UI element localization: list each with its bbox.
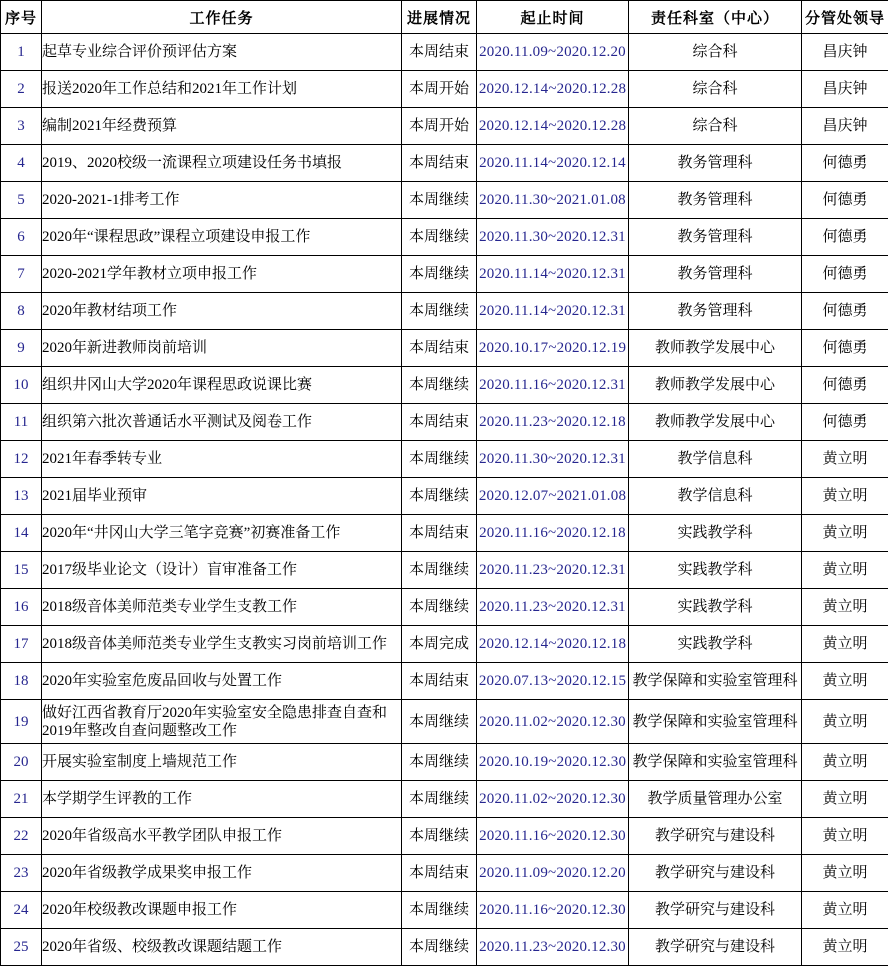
cell-status: 本周继续: [402, 781, 477, 818]
cell-department: 教师教学发展中心: [629, 330, 802, 367]
cell-period: 2020.11.30~2020.12.31: [477, 441, 629, 478]
table-row: [1, 929, 888, 966]
cell-task: 2020年省级高水平教学团队申报工作: [42, 818, 402, 855]
cell-status: 本周继续: [402, 219, 477, 256]
cell-no: 4: [1, 145, 42, 182]
cell-leader: 何德勇: [802, 182, 888, 219]
cell-task: 编制2021年经费预算: [42, 108, 402, 145]
cell-period: 2020.11.16~2020.12.18: [477, 515, 629, 552]
cell-status: 本周完成: [402, 626, 477, 663]
cell-status: 本周结束: [402, 663, 477, 700]
cell-leader: 何德勇: [802, 330, 888, 367]
cell-period: 2020.12.07~2021.01.08: [477, 478, 629, 515]
cell-status: 本周继续: [402, 744, 477, 781]
cell-period: 2020.11.16~2020.12.30: [477, 892, 629, 929]
table-row: [1, 182, 888, 219]
cell-no: 15: [1, 552, 42, 589]
cell-department: 实践教学科: [629, 515, 802, 552]
table-row: [1, 855, 888, 892]
cell-period: 2020.10.19~2020.12.30: [477, 744, 629, 781]
cell-no: 21: [1, 781, 42, 818]
cell-period: 2020.11.23~2020.12.31: [477, 589, 629, 626]
cell-period: 2020.11.16~2020.12.31: [477, 367, 629, 404]
cell-no: 20: [1, 744, 42, 781]
cell-status: 本周结束: [402, 855, 477, 892]
cell-department: 教学保障和实验室管理科: [629, 700, 802, 744]
table-row: [1, 330, 888, 367]
cell-no: 5: [1, 182, 42, 219]
cell-task: 2020年教材结项工作: [42, 293, 402, 330]
cell-leader: 何德勇: [802, 367, 888, 404]
cell-leader: 黄立明: [802, 478, 888, 515]
cell-task: 做好江西省教育厅2020年实验室安全隐患排查自查和2019年整改自查问题整改工作: [42, 700, 402, 744]
cell-no: 18: [1, 663, 42, 700]
cell-department: 综合科: [629, 108, 802, 145]
cell-status: 本周继续: [402, 256, 477, 293]
cell-status: 本周继续: [402, 478, 477, 515]
cell-no: 1: [1, 34, 42, 71]
cell-status: 本周继续: [402, 929, 477, 966]
cell-no: 13: [1, 478, 42, 515]
cell-period: 2020.12.14~2020.12.28: [477, 108, 629, 145]
cell-department: 教务管理科: [629, 256, 802, 293]
cell-department: 教务管理科: [629, 293, 802, 330]
cell-department: 教务管理科: [629, 182, 802, 219]
cell-leader: 昌庆钟: [802, 34, 888, 71]
cell-task: 开展实验室制度上墙规范工作: [42, 744, 402, 781]
cell-department: 教学保障和实验室管理科: [629, 663, 802, 700]
cell-task: 2020年实验室危废品回收与处置工作: [42, 663, 402, 700]
cell-status: 本周继续: [402, 589, 477, 626]
cell-task: 2020-2021-1排考工作: [42, 182, 402, 219]
cell-period: 2020.11.30~2021.01.08: [477, 182, 629, 219]
cell-no: 9: [1, 330, 42, 367]
column-header-task: 工作任务: [42, 1, 402, 34]
cell-task: 2018级音体美师范类专业学生支教实习岗前培训工作: [42, 626, 402, 663]
cell-status: 本周结束: [402, 515, 477, 552]
cell-no: 3: [1, 108, 42, 145]
cell-period: 2020.07.13~2020.12.15: [477, 663, 629, 700]
cell-leader: 黄立明: [802, 929, 888, 966]
table-row: [1, 552, 888, 589]
cell-department: 教学质量管理办公室: [629, 781, 802, 818]
cell-task: 2020年校级教改课题申报工作: [42, 892, 402, 929]
cell-leader: 黄立明: [802, 781, 888, 818]
table-row: [1, 781, 888, 818]
cell-task: 本学期学生评教的工作: [42, 781, 402, 818]
cell-status: 本周继续: [402, 367, 477, 404]
cell-period: 2020.11.02~2020.12.30: [477, 700, 629, 744]
column-header-no: 序号: [1, 1, 42, 34]
cell-department: 教学研究与建设科: [629, 818, 802, 855]
cell-no: 10: [1, 367, 42, 404]
table-row: [1, 626, 888, 663]
cell-department: 教务管理科: [629, 145, 802, 182]
header-row: [1, 1, 888, 34]
cell-status: 本周继续: [402, 293, 477, 330]
cell-department: 综合科: [629, 34, 802, 71]
cell-department: 教务管理科: [629, 219, 802, 256]
table-row: [1, 478, 888, 515]
cell-leader: 黄立明: [802, 552, 888, 589]
cell-no: 19: [1, 700, 42, 744]
table-header: [1, 1, 888, 34]
cell-no: 24: [1, 892, 42, 929]
cell-department: 教学研究与建设科: [629, 929, 802, 966]
cell-task: 2020年“课程思政”课程立项建设申报工作: [42, 219, 402, 256]
cell-status: 本周继续: [402, 892, 477, 929]
cell-leader: 黄立明: [802, 744, 888, 781]
cell-task: 2021届毕业预审: [42, 478, 402, 515]
cell-no: 14: [1, 515, 42, 552]
cell-status: 本周继续: [402, 441, 477, 478]
cell-leader: 何德勇: [802, 256, 888, 293]
table-row: [1, 256, 888, 293]
column-header-period: 起止时间: [477, 1, 629, 34]
cell-department: 教学研究与建设科: [629, 892, 802, 929]
column-header-status: 进展情况: [402, 1, 477, 34]
cell-leader: 昌庆钟: [802, 71, 888, 108]
table-row: [1, 293, 888, 330]
cell-period: 2020.11.09~2020.12.20: [477, 34, 629, 71]
cell-status: 本周开始: [402, 108, 477, 145]
cell-department: 实践教学科: [629, 552, 802, 589]
cell-leader: 黄立明: [802, 855, 888, 892]
table-row: [1, 108, 888, 145]
cell-period: 2020.11.14~2020.12.31: [477, 256, 629, 293]
cell-period: 2020.11.23~2020.12.30: [477, 929, 629, 966]
cell-task: 2021年春季转专业: [42, 441, 402, 478]
cell-no: 8: [1, 293, 42, 330]
cell-no: 2: [1, 71, 42, 108]
cell-period: 2020.11.02~2020.12.30: [477, 781, 629, 818]
cell-task: 2019、2020校级一流课程立项建设任务书填报: [42, 145, 402, 182]
cell-leader: 黄立明: [802, 589, 888, 626]
cell-no: 12: [1, 441, 42, 478]
cell-no: 11: [1, 404, 42, 441]
table-row: [1, 219, 888, 256]
cell-leader: 何德勇: [802, 145, 888, 182]
cell-no: 25: [1, 929, 42, 966]
table-row: [1, 404, 888, 441]
cell-no: 7: [1, 256, 42, 293]
cell-period: 2020.11.14~2020.12.31: [477, 293, 629, 330]
table-row: [1, 818, 888, 855]
cell-department: 综合科: [629, 71, 802, 108]
cell-department: 教学保障和实验室管理科: [629, 744, 802, 781]
table-row: [1, 145, 888, 182]
cell-status: 本周开始: [402, 71, 477, 108]
table-row: [1, 589, 888, 626]
column-header-leader: 分管处领导: [802, 1, 888, 34]
cell-status: 本周结束: [402, 404, 477, 441]
cell-task: 2020-2021学年教材立项申报工作: [42, 256, 402, 293]
cell-leader: 黄立明: [802, 818, 888, 855]
table-row: [1, 441, 888, 478]
cell-status: 本周结束: [402, 145, 477, 182]
cell-department: 教学信息科: [629, 478, 802, 515]
cell-leader: 何德勇: [802, 219, 888, 256]
table-body: [1, 34, 888, 966]
cell-department: 教师教学发展中心: [629, 404, 802, 441]
cell-no: 22: [1, 818, 42, 855]
cell-task: 2017级毕业论文（设计）盲审准备工作: [42, 552, 402, 589]
cell-task: 起草专业综合评价预评估方案: [42, 34, 402, 71]
cell-period: 2020.11.23~2020.12.18: [477, 404, 629, 441]
cell-department: 实践教学科: [629, 589, 802, 626]
cell-task: 2020年省级、校级教改课题结题工作: [42, 929, 402, 966]
table-row: [1, 71, 888, 108]
cell-department: 教师教学发展中心: [629, 367, 802, 404]
cell-period: 2020.10.17~2020.12.19: [477, 330, 629, 367]
cell-period: 2020.11.09~2020.12.20: [477, 855, 629, 892]
cell-status: 本周继续: [402, 700, 477, 744]
cell-task: 组织井冈山大学2020年课程思政说课比赛: [42, 367, 402, 404]
cell-status: 本周继续: [402, 552, 477, 589]
cell-leader: 何德勇: [802, 404, 888, 441]
cell-task: 2020年“井冈山大学三笔字竞赛”初赛准备工作: [42, 515, 402, 552]
cell-period: 2020.11.16~2020.12.30: [477, 818, 629, 855]
cell-period: 2020.12.14~2020.12.18: [477, 626, 629, 663]
cell-leader: 黄立明: [802, 441, 888, 478]
cell-leader: 何德勇: [802, 293, 888, 330]
cell-leader: 昌庆钟: [802, 108, 888, 145]
column-header-department: 责任科室（中心）: [629, 1, 802, 34]
cell-task: 2020年省级教学成果奖申报工作: [42, 855, 402, 892]
table-row: [1, 515, 888, 552]
cell-task: 组织第六批次普通话水平测试及阅卷工作: [42, 404, 402, 441]
table-row: [1, 367, 888, 404]
cell-department: 教学研究与建设科: [629, 855, 802, 892]
cell-leader: 黄立明: [802, 515, 888, 552]
cell-status: 本周结束: [402, 330, 477, 367]
cell-task: 2018级音体美师范类专业学生支教工作: [42, 589, 402, 626]
table-row: [1, 663, 888, 700]
table-row: [1, 34, 888, 71]
cell-period: 2020.12.14~2020.12.28: [477, 71, 629, 108]
cell-period: 2020.11.14~2020.12.14: [477, 145, 629, 182]
cell-leader: 黄立明: [802, 892, 888, 929]
table-row: [1, 700, 888, 744]
cell-period: 2020.11.30~2020.12.31: [477, 219, 629, 256]
table-row: [1, 744, 888, 781]
cell-leader: 黄立明: [802, 626, 888, 663]
cell-department: 实践教学科: [629, 626, 802, 663]
cell-leader: 黄立明: [802, 700, 888, 744]
cell-period: 2020.11.23~2020.12.31: [477, 552, 629, 589]
cell-status: 本周结束: [402, 34, 477, 71]
cell-status: 本周继续: [402, 818, 477, 855]
cell-no: 6: [1, 219, 42, 256]
cell-no: 16: [1, 589, 42, 626]
cell-status: 本周继续: [402, 182, 477, 219]
cell-department: 教学信息科: [629, 441, 802, 478]
cell-task: 2020年新进教师岗前培训: [42, 330, 402, 367]
cell-leader: 黄立明: [802, 663, 888, 700]
cell-no: 23: [1, 855, 42, 892]
table-row: [1, 892, 888, 929]
cell-no: 17: [1, 626, 42, 663]
cell-task: 报送2020年工作总结和2021年工作计划: [42, 71, 402, 108]
